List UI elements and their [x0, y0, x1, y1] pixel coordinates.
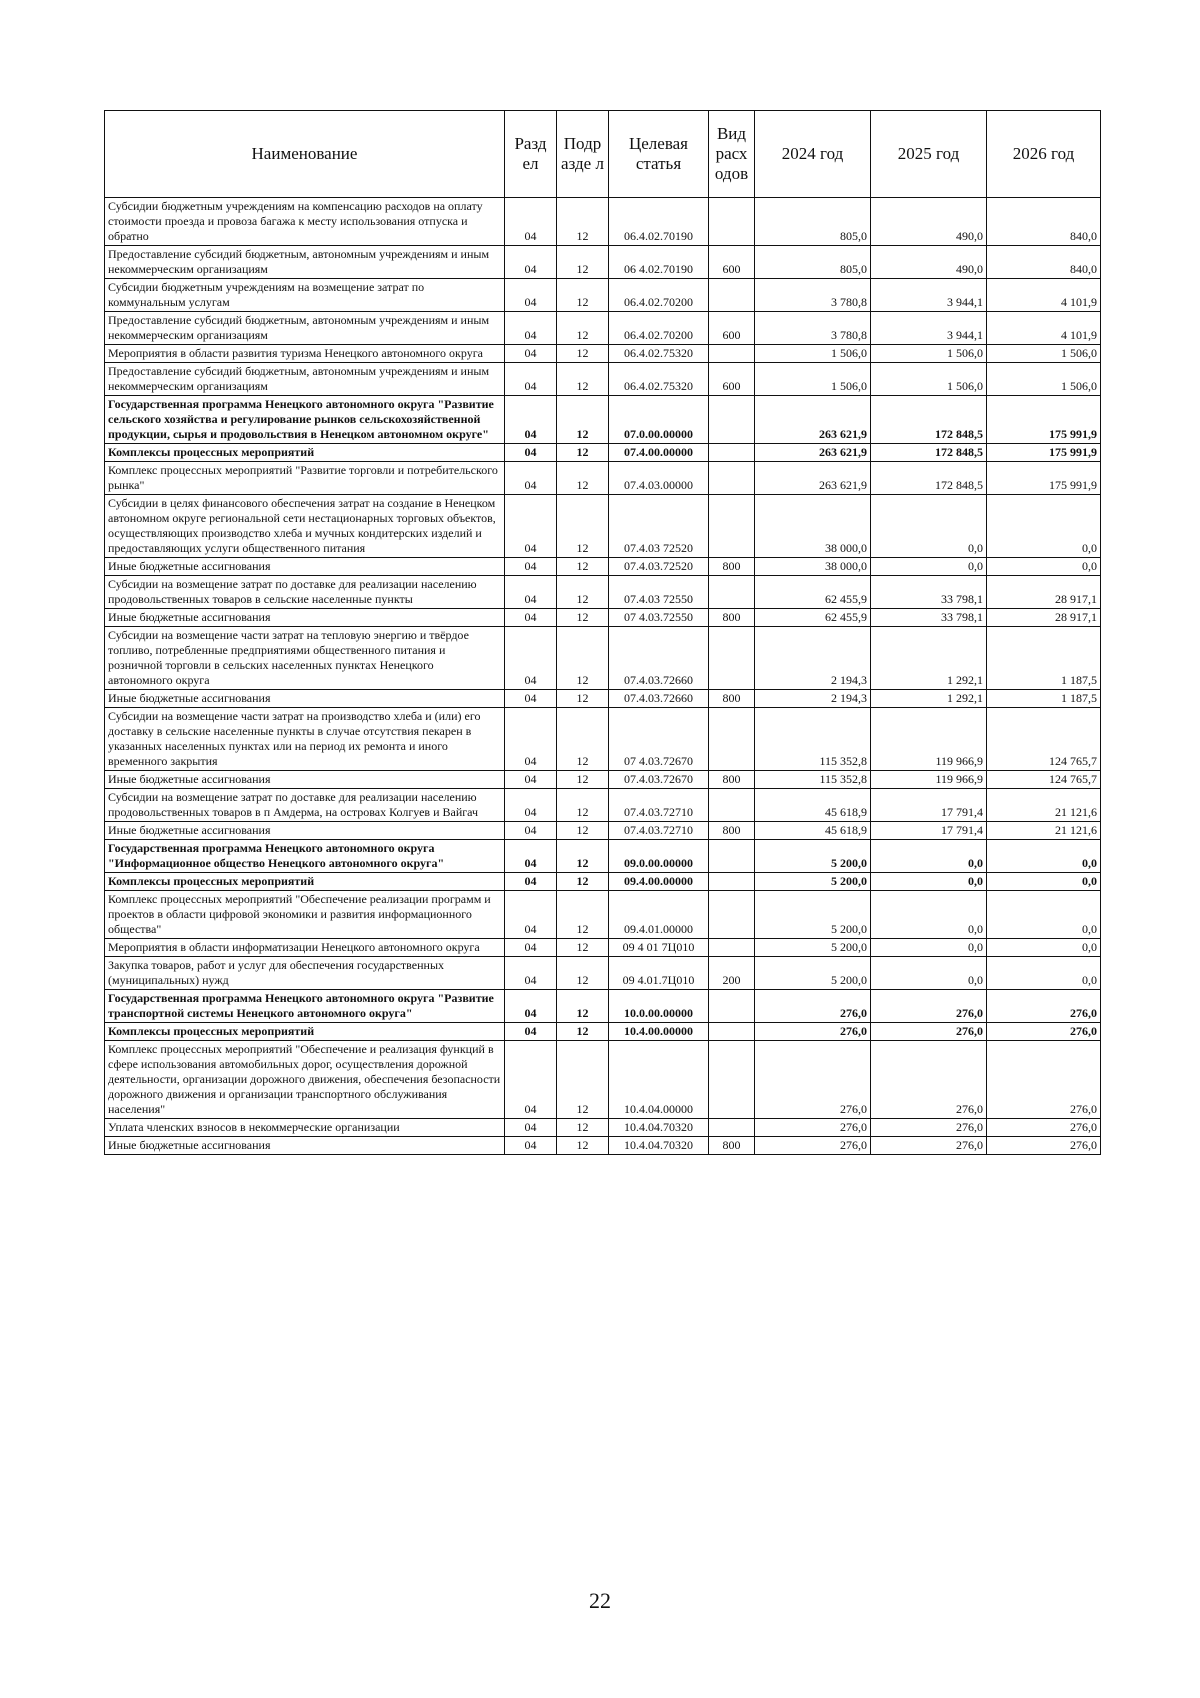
cell-tselevaya-statya: 07.4.03.72710	[609, 789, 709, 822]
cell-2024: 115 352,8	[755, 708, 871, 771]
cell-podrazdel: 12	[557, 576, 609, 609]
cell-2024: 276,0	[755, 1137, 871, 1155]
cell-name: Комплекс процессных мероприятий "Обеспечение и реализация функций в сфере использования автомобильных дорог, осуществления дорожной деятельности, организации дорожного движения, обеспечения безопасности дорожного движения и организации транспортного обслуживания населения"	[105, 1041, 505, 1119]
cell-2024: 276,0	[755, 1041, 871, 1119]
table-row	[105, 312, 1101, 345]
cell-razdel: 04	[505, 789, 557, 822]
cell-2025: 0,0	[871, 891, 987, 939]
cell-razdel: 04	[505, 708, 557, 771]
table-row	[105, 462, 1101, 495]
cell-vid-raskhodov	[709, 396, 755, 444]
cell-2025: 276,0	[871, 990, 987, 1023]
table-row	[105, 840, 1101, 873]
cell-vid-raskhodov	[709, 345, 755, 363]
cell-podrazdel: 12	[557, 891, 609, 939]
cell-2025: 1 292,1	[871, 627, 987, 690]
cell-razdel: 04	[505, 576, 557, 609]
cell-2026: 276,0	[987, 1119, 1101, 1137]
cell-vid-raskhodov: 600	[709, 363, 755, 396]
cell-vid-raskhodov	[709, 990, 755, 1023]
cell-podrazdel: 12	[557, 558, 609, 576]
cell-tselevaya-statya: 10.4.04.70320	[609, 1137, 709, 1155]
cell-2025: 17 791,4	[871, 822, 987, 840]
cell-vid-raskhodov	[709, 198, 755, 246]
cell-2025: 276,0	[871, 1119, 987, 1137]
cell-podrazdel: 12	[557, 822, 609, 840]
cell-razdel: 04	[505, 1041, 557, 1119]
cell-name: Субсидии бюджетным учреждениям на возмещение затрат по коммунальным услугам	[105, 279, 505, 312]
cell-2024: 5 200,0	[755, 957, 871, 990]
cell-2026: 4 101,9	[987, 312, 1101, 345]
cell-vid-raskhodov: 600	[709, 312, 755, 345]
cell-vid-raskhodov	[709, 891, 755, 939]
cell-2025: 17 791,4	[871, 789, 987, 822]
table-row	[105, 891, 1101, 939]
cell-name: Мероприятия в области развития туризма Ненецкого автономного округа	[105, 345, 505, 363]
table-row	[105, 609, 1101, 627]
cell-vid-raskhodov	[709, 1041, 755, 1119]
cell-name: Государственная программа Ненецкого автономного округа "Развитие транспортной системы Ненецкого автономного округа"	[105, 990, 505, 1023]
cell-name: Комплекс процессных мероприятий "Развитие торговли и потребительского рынка"	[105, 462, 505, 495]
cell-2026: 0,0	[987, 957, 1101, 990]
cell-2026: 21 121,6	[987, 822, 1101, 840]
cell-tselevaya-statya: 07.4.03.72520	[609, 558, 709, 576]
cell-tselevaya-statya: 09.4.00.00000	[609, 873, 709, 891]
cell-podrazdel: 12	[557, 609, 609, 627]
cell-name: Иные бюджетные ассигнования	[105, 1137, 505, 1155]
cell-2024: 276,0	[755, 1119, 871, 1137]
table-row	[105, 1137, 1101, 1155]
cell-2025: 276,0	[871, 1041, 987, 1119]
cell-name: Субсидии на возмещение части затрат на производство хлеба и (или) его доставку в сельские населенные пункты в случае отсутствия пекарен в указанных населенных пунктах или на период их ремонта и иного временного закрытия	[105, 708, 505, 771]
cell-podrazdel: 12	[557, 345, 609, 363]
cell-2025: 3 944,1	[871, 279, 987, 312]
cell-vid-raskhodov	[709, 939, 755, 957]
table-row	[105, 444, 1101, 462]
cell-2024: 2 194,3	[755, 627, 871, 690]
cell-2025: 0,0	[871, 939, 987, 957]
cell-vid-raskhodov	[709, 708, 755, 771]
header-tselevaya-statya: Целевая статья	[609, 111, 709, 198]
table-row	[105, 279, 1101, 312]
cell-2025: 276,0	[871, 1023, 987, 1041]
cell-vid-raskhodov	[709, 576, 755, 609]
header-row	[105, 111, 1101, 198]
cell-2026: 1 506,0	[987, 363, 1101, 396]
cell-vid-raskhodov	[709, 462, 755, 495]
cell-razdel: 04	[505, 891, 557, 939]
cell-razdel: 04	[505, 345, 557, 363]
cell-vid-raskhodov: 200	[709, 957, 755, 990]
cell-razdel: 04	[505, 246, 557, 279]
cell-name: Субсидии бюджетным учреждениям на компенсацию расходов на оплату стоимости проезда и провоза багажа к месту использования отпуска и обратно	[105, 198, 505, 246]
cell-razdel: 04	[505, 312, 557, 345]
page-number: 22	[589, 1588, 611, 1613]
cell-razdel: 04	[505, 609, 557, 627]
cell-tselevaya-statya: 07 4.03.72550	[609, 609, 709, 627]
cell-vid-raskhodov: 800	[709, 822, 755, 840]
cell-podrazdel: 12	[557, 396, 609, 444]
cell-tselevaya-statya: 06.4.02.70200	[609, 312, 709, 345]
cell-2026: 124 765,7	[987, 708, 1101, 771]
cell-podrazdel: 12	[557, 444, 609, 462]
cell-vid-raskhodov: 800	[709, 690, 755, 708]
cell-2024: 263 621,9	[755, 396, 871, 444]
cell-vid-raskhodov: 800	[709, 609, 755, 627]
cell-2024: 1 506,0	[755, 345, 871, 363]
cell-podrazdel: 12	[557, 363, 609, 396]
cell-vid-raskhodov	[709, 789, 755, 822]
header-podrazdel: Подр азде л	[557, 111, 609, 198]
cell-name: Комплексы процессных мероприятий	[105, 444, 505, 462]
cell-podrazdel: 12	[557, 627, 609, 690]
header-2026: 2026 год	[987, 111, 1101, 198]
cell-2026: 175 991,9	[987, 444, 1101, 462]
cell-2025: 119 966,9	[871, 771, 987, 789]
cell-vid-raskhodov	[709, 279, 755, 312]
cell-podrazdel: 12	[557, 279, 609, 312]
cell-2026: 276,0	[987, 1023, 1101, 1041]
cell-2026: 840,0	[987, 198, 1101, 246]
cell-2025: 490,0	[871, 246, 987, 279]
cell-name: Мероприятия в области информатизации Ненецкого автономного округа	[105, 939, 505, 957]
cell-podrazdel: 12	[557, 1023, 609, 1041]
table-row	[105, 690, 1101, 708]
cell-2025: 276,0	[871, 1137, 987, 1155]
table-row	[105, 558, 1101, 576]
cell-2024: 38 000,0	[755, 558, 871, 576]
cell-2026: 175 991,9	[987, 462, 1101, 495]
cell-razdel: 04	[505, 462, 557, 495]
cell-name: Предоставление субсидий бюджетным, автономным учреждениям и иным некоммерческим организациям	[105, 312, 505, 345]
cell-name: Комплексы процессных мероприятий	[105, 873, 505, 891]
cell-2026: 840,0	[987, 246, 1101, 279]
cell-tselevaya-statya: 10.0.00.00000	[609, 990, 709, 1023]
cell-razdel: 04	[505, 558, 557, 576]
cell-name: Закупка товаров, работ и услуг для обеспечения государственных (муниципальных) нужд	[105, 957, 505, 990]
cell-2025: 1 292,1	[871, 690, 987, 708]
cell-2024: 5 200,0	[755, 939, 871, 957]
cell-vid-raskhodov: 600	[709, 246, 755, 279]
cell-tselevaya-statya: 09.0.00.00000	[609, 840, 709, 873]
cell-tselevaya-statya: 07.4.03.72670	[609, 771, 709, 789]
cell-2024: 5 200,0	[755, 840, 871, 873]
table-row	[105, 771, 1101, 789]
cell-name: Иные бюджетные ассигнования	[105, 771, 505, 789]
cell-2024: 45 618,9	[755, 822, 871, 840]
cell-2026: 28 917,1	[987, 576, 1101, 609]
cell-2024: 276,0	[755, 1023, 871, 1041]
cell-2026: 1 506,0	[987, 345, 1101, 363]
cell-tselevaya-statya: 07.4.03.72710	[609, 822, 709, 840]
cell-2024: 3 780,8	[755, 312, 871, 345]
cell-name: Субсидии в целях финансового обеспечения затрат на создание в Ненецком автономном округе региональной сети нестационарных торговых объектов, осуществляющих производство хлеба и мучных кондитерских изделий и предоставляющих услуги общественного питания	[105, 495, 505, 558]
cell-vid-raskhodov	[709, 627, 755, 690]
cell-vid-raskhodov	[709, 1023, 755, 1041]
cell-razdel: 04	[505, 627, 557, 690]
cell-tselevaya-statya: 07.4.03.00000	[609, 462, 709, 495]
table-row	[105, 246, 1101, 279]
cell-tselevaya-statya: 06.4.02.70190	[609, 198, 709, 246]
cell-razdel: 04	[505, 279, 557, 312]
cell-razdel: 04	[505, 1119, 557, 1137]
cell-tselevaya-statya: 07.4.03 72520	[609, 495, 709, 558]
cell-podrazdel: 12	[557, 771, 609, 789]
table-row	[105, 363, 1101, 396]
cell-razdel: 04	[505, 822, 557, 840]
cell-podrazdel: 12	[557, 1041, 609, 1119]
cell-2025: 119 966,9	[871, 708, 987, 771]
cell-podrazdel: 12	[557, 690, 609, 708]
cell-2026: 0,0	[987, 840, 1101, 873]
cell-2026: 0,0	[987, 891, 1101, 939]
table-row	[105, 627, 1101, 690]
cell-name: Комплекс процессных мероприятий "Обеспечение реализации программ и проектов в области цифровой экономики и развития информационного общества"	[105, 891, 505, 939]
cell-2024: 263 621,9	[755, 444, 871, 462]
cell-podrazdel: 12	[557, 312, 609, 345]
cell-podrazdel: 12	[557, 957, 609, 990]
cell-tselevaya-statya: 07.0.00.00000	[609, 396, 709, 444]
table-row	[105, 789, 1101, 822]
cell-2026: 21 121,6	[987, 789, 1101, 822]
cell-2025: 1 506,0	[871, 363, 987, 396]
cell-tselevaya-statya: 07.4.00.00000	[609, 444, 709, 462]
cell-vid-raskhodov	[709, 1119, 755, 1137]
cell-tselevaya-statya: 10.4.04.70320	[609, 1119, 709, 1137]
table-row	[105, 1119, 1101, 1137]
cell-podrazdel: 12	[557, 1119, 609, 1137]
cell-vid-raskhodov	[709, 495, 755, 558]
cell-name: Государственная программа Ненецкого автономного округа "Информационное общество Ненецкого автономного округа"	[105, 840, 505, 873]
cell-vid-raskhodov: 800	[709, 771, 755, 789]
cell-vid-raskhodov: 800	[709, 1137, 755, 1155]
cell-2025: 172 848,5	[871, 396, 987, 444]
cell-name: Иные бюджетные ассигнования	[105, 690, 505, 708]
cell-2024: 805,0	[755, 246, 871, 279]
cell-2026: 276,0	[987, 1041, 1101, 1119]
cell-2026: 124 765,7	[987, 771, 1101, 789]
cell-podrazdel: 12	[557, 990, 609, 1023]
cell-razdel: 04	[505, 690, 557, 708]
cell-podrazdel: 12	[557, 198, 609, 246]
cell-name: Субсидии на возмещение затрат по доставке для реализации населению продовольственных товаров в сельские населенные пункты	[105, 576, 505, 609]
cell-razdel: 04	[505, 840, 557, 873]
table-row	[105, 495, 1101, 558]
cell-podrazdel: 12	[557, 246, 609, 279]
cell-tselevaya-statya: 10.4.04.00000	[609, 1041, 709, 1119]
table-body	[105, 198, 1101, 1155]
cell-2026: 0,0	[987, 939, 1101, 957]
cell-2025: 3 944,1	[871, 312, 987, 345]
cell-tselevaya-statya: 06.4.02.70200	[609, 279, 709, 312]
cell-tselevaya-statya: 06 4.02.70190	[609, 246, 709, 279]
cell-2025: 0,0	[871, 558, 987, 576]
cell-name: Уплата членских взносов в некоммерческие организации	[105, 1119, 505, 1137]
header-2025: 2025 год	[871, 111, 987, 198]
table-row	[105, 1041, 1101, 1119]
cell-2024: 263 621,9	[755, 462, 871, 495]
cell-name: Иные бюджетные ассигнования	[105, 822, 505, 840]
cell-2024: 45 618,9	[755, 789, 871, 822]
cell-razdel: 04	[505, 396, 557, 444]
table-header	[105, 111, 1101, 198]
cell-tselevaya-statya: 07.4.03.72660	[609, 690, 709, 708]
cell-razdel: 04	[505, 957, 557, 990]
cell-tselevaya-statya: 07.4.03 72550	[609, 576, 709, 609]
cell-2026: 276,0	[987, 990, 1101, 1023]
cell-2026: 0,0	[987, 495, 1101, 558]
cell-2025: 1 506,0	[871, 345, 987, 363]
cell-2025: 172 848,5	[871, 462, 987, 495]
header-name: Наименование	[105, 111, 505, 198]
cell-2024: 38 000,0	[755, 495, 871, 558]
cell-2026: 4 101,9	[987, 279, 1101, 312]
cell-2026: 0,0	[987, 873, 1101, 891]
header-razdel: Разд ел	[505, 111, 557, 198]
cell-vid-raskhodov: 800	[709, 558, 755, 576]
table-row	[105, 345, 1101, 363]
cell-tselevaya-statya: 09.4.01.00000	[609, 891, 709, 939]
cell-2024: 276,0	[755, 990, 871, 1023]
cell-podrazdel: 12	[557, 708, 609, 771]
cell-tselevaya-statya: 09 4 01 7Ц010	[609, 939, 709, 957]
cell-razdel: 04	[505, 363, 557, 396]
cell-vid-raskhodov	[709, 873, 755, 891]
cell-2025: 490,0	[871, 198, 987, 246]
cell-2024: 1 506,0	[755, 363, 871, 396]
cell-name: Субсидии на возмещение затрат по доставке для реализации населению продовольственных товаров в п Амдерма, на островах Колгуев и Вайгач	[105, 789, 505, 822]
cell-name: Предоставление субсидий бюджетным, автономным учреждениям и иным некоммерческим организациям	[105, 246, 505, 279]
cell-razdel: 04	[505, 444, 557, 462]
table-row	[105, 939, 1101, 957]
cell-2025: 33 798,1	[871, 609, 987, 627]
cell-podrazdel: 12	[557, 462, 609, 495]
table-row	[105, 873, 1101, 891]
cell-2025: 0,0	[871, 840, 987, 873]
table-row	[105, 198, 1101, 246]
cell-razdel: 04	[505, 771, 557, 789]
cell-2026: 28 917,1	[987, 609, 1101, 627]
cell-tselevaya-statya: 07.4.03.72660	[609, 627, 709, 690]
table-row	[105, 708, 1101, 771]
cell-tselevaya-statya: 09 4.01.7Ц010	[609, 957, 709, 990]
cell-2026: 175 991,9	[987, 396, 1101, 444]
cell-2025: 0,0	[871, 957, 987, 990]
cell-2024: 5 200,0	[755, 873, 871, 891]
cell-vid-raskhodov	[709, 444, 755, 462]
cell-razdel: 04	[505, 939, 557, 957]
cell-razdel: 04	[505, 873, 557, 891]
cell-podrazdel: 12	[557, 939, 609, 957]
cell-razdel: 04	[505, 1137, 557, 1155]
header-2024: 2024 год	[755, 111, 871, 198]
cell-2024: 805,0	[755, 198, 871, 246]
cell-2026: 1 187,5	[987, 627, 1101, 690]
cell-2025: 33 798,1	[871, 576, 987, 609]
table-row	[105, 396, 1101, 444]
cell-podrazdel: 12	[557, 789, 609, 822]
cell-2026: 276,0	[987, 1137, 1101, 1155]
cell-name: Предоставление субсидий бюджетным, автономным учреждениям и иным некоммерческим организациям	[105, 363, 505, 396]
cell-2025: 172 848,5	[871, 444, 987, 462]
cell-2024: 5 200,0	[755, 891, 871, 939]
cell-tselevaya-statya: 07 4.03.72670	[609, 708, 709, 771]
cell-razdel: 04	[505, 990, 557, 1023]
cell-2024: 2 194,3	[755, 690, 871, 708]
cell-name: Субсидии на возмещение части затрат на тепловую энергию и твёрдое топливо, потребленные предприятиями общественного питания и розничной торговли в сельских населенных пунктах Ненецкого автономного округа	[105, 627, 505, 690]
cell-name: Иные бюджетные ассигнования	[105, 609, 505, 627]
cell-2026: 0,0	[987, 558, 1101, 576]
cell-tselevaya-statya: 06.4.02.75320	[609, 345, 709, 363]
cell-tselevaya-statya: 06.4.02.75320	[609, 363, 709, 396]
budget-table	[104, 110, 1101, 1155]
cell-2025: 0,0	[871, 873, 987, 891]
cell-razdel: 04	[505, 198, 557, 246]
table-row	[105, 957, 1101, 990]
cell-2024: 62 455,9	[755, 609, 871, 627]
cell-2024: 3 780,8	[755, 279, 871, 312]
table-row	[105, 1023, 1101, 1041]
cell-tselevaya-statya: 10.4.00.00000	[609, 1023, 709, 1041]
cell-2024: 62 455,9	[755, 576, 871, 609]
header-vid-raskhodov: Вид расх одов	[709, 111, 755, 198]
cell-2024: 115 352,8	[755, 771, 871, 789]
cell-name: Государственная программа Ненецкого автономного округа "Развитие сельского хозяйства и регулирование рынков сельскохозяйственной продукции, сырья и продовольствия в Ненецком автономном округе"	[105, 396, 505, 444]
cell-2025: 0,0	[871, 495, 987, 558]
cell-name: Комплексы процессных мероприятий	[105, 1023, 505, 1041]
cell-2026: 1 187,5	[987, 690, 1101, 708]
cell-podrazdel: 12	[557, 495, 609, 558]
cell-vid-raskhodov	[709, 840, 755, 873]
cell-name: Иные бюджетные ассигнования	[105, 558, 505, 576]
cell-razdel: 04	[505, 1023, 557, 1041]
table-row	[105, 990, 1101, 1023]
table-row	[105, 822, 1101, 840]
cell-podrazdel: 12	[557, 873, 609, 891]
cell-razdel: 04	[505, 495, 557, 558]
cell-podrazdel: 12	[557, 1137, 609, 1155]
cell-podrazdel: 12	[557, 840, 609, 873]
table-row	[105, 576, 1101, 609]
